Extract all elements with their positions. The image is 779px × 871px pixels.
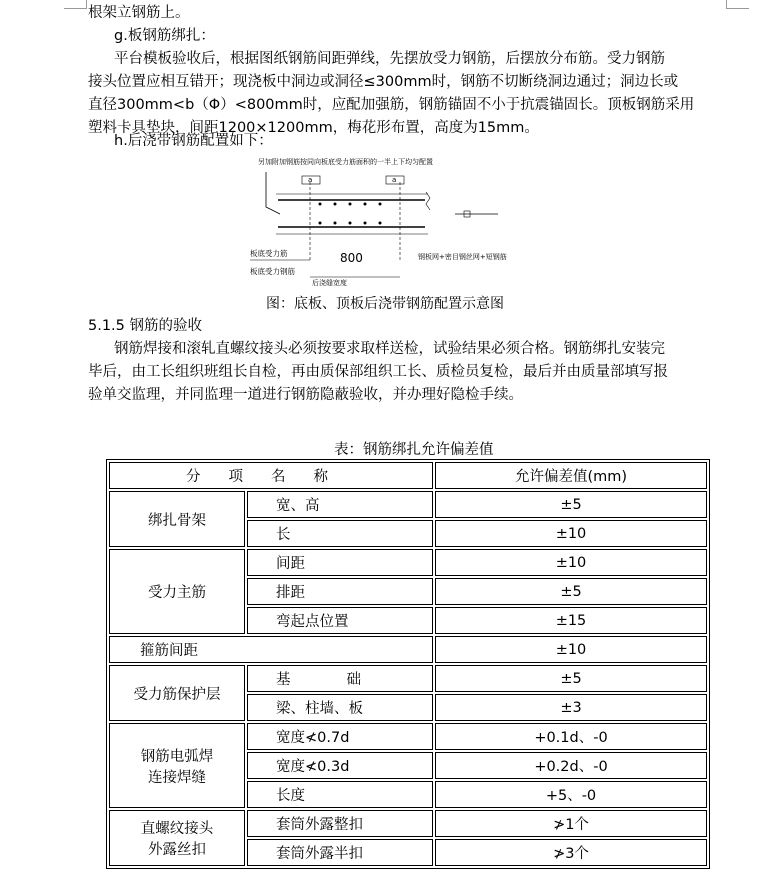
- tolerance-cell: ±15: [435, 607, 707, 634]
- table-row: [109, 549, 707, 576]
- diagram-top-note: 另加附加钢筋按同向板底受力筋面积的一半上下均匀配置: [258, 158, 433, 166]
- table-row: [109, 491, 707, 518]
- table-row: [109, 723, 707, 750]
- item-cell: 宽度≮0.7d: [247, 723, 433, 750]
- paragraph-line: 验单交监理，并同监理一道进行钢筋隐蔽验收，并办理好隐检手续。: [88, 387, 523, 403]
- paragraph-line: 平台模板验收后，根据图纸钢筋间距弹线，先摆放受力钢筋，后摆放分布筋。受力钢筋: [114, 51, 665, 67]
- tolerance-cell: ±5: [435, 491, 707, 518]
- item-cell: 弯起点位置: [247, 607, 433, 634]
- paragraph-line: 塑料卡具垫块，间距1200×1200mm，梅花形布置，高度为15mm。: [88, 120, 539, 136]
- tolerance-cell: ±5: [435, 578, 707, 605]
- item-cell: 宽、高: [247, 491, 433, 518]
- paragraph-line: 直径300mm<b（Φ）<800mm时，应配加强筋，钢筋锚固不小于抗震锚固长。顶板钢筋采用: [88, 97, 695, 113]
- header-tolerance: 允许偏差值(mm): [435, 462, 707, 489]
- category-cell: 受力筋保护层: [109, 665, 245, 721]
- table-caption: 表：钢筋绑扎允许偏差值: [334, 442, 494, 458]
- text-line: 根架立钢筋上。: [88, 5, 190, 21]
- category-cell: 绑扎骨架: [109, 491, 245, 547]
- section-heading: 5.1.5 钢筋的验收: [88, 318, 203, 334]
- crop-mark-left: [64, 0, 87, 9]
- figure-caption: 图：底板、顶板后浇带钢筋配置示意图: [266, 296, 504, 312]
- item-cell: 长: [247, 520, 433, 547]
- tolerance-cell: ±10: [435, 520, 707, 547]
- tolerance-table: [106, 459, 710, 869]
- item-cell: 套筒外露半扣: [247, 839, 433, 866]
- tolerance-cell: ±3: [435, 694, 707, 721]
- heading-g: g.板钢筋绑扎：: [114, 28, 215, 44]
- tolerance-cell: ≯1个: [435, 810, 707, 837]
- tolerance-cell: ±10: [435, 636, 707, 663]
- tolerance-cell: ±10: [435, 549, 707, 576]
- crop-mark-right: [726, 0, 749, 9]
- item-cell: 基础: [247, 665, 433, 692]
- label-bottom-bar: 板底受力筋: [250, 249, 288, 258]
- item-cell: 长度: [247, 781, 433, 808]
- tolerance-cell: ≯3个: [435, 839, 707, 866]
- item-cell: 排距: [247, 578, 433, 605]
- heading-h: h.后浇带钢筋配置如下：: [114, 133, 273, 149]
- tolerance-cell: ±5: [435, 665, 707, 692]
- label-a: a: [392, 176, 397, 184]
- tolerance-cell: +5、-0: [435, 781, 707, 808]
- label-dimension: 800: [340, 251, 363, 265]
- item-cell: 间距: [247, 549, 433, 576]
- label-width: 后浇缝宽度: [312, 279, 347, 287]
- paragraph-line: 接头位置应相互错开；现浇板中洞边或洞径≤300mm时，钢筋不切断绕洞边通过；洞边长或: [88, 74, 679, 90]
- table-row: [109, 810, 707, 837]
- table-row: [109, 636, 707, 663]
- category-cell: 受力主筋: [109, 549, 245, 634]
- table-header-row: [109, 462, 707, 489]
- rebar-diagram: [250, 152, 550, 290]
- item-cell: 宽度≮0.3d: [247, 752, 433, 779]
- header-item: 分项名称: [109, 462, 433, 489]
- table-row: [109, 665, 707, 692]
- paragraph-line: 钢筋焊接和滚轧直螺纹接头必须按要求取样送检，试验结果必须合格。钢筋绑扎安装完: [114, 341, 665, 357]
- category-cell: 箍筋间距: [109, 636, 433, 663]
- label-a: a: [308, 176, 313, 184]
- tolerance-cell: +0.2d、-0: [435, 752, 707, 779]
- item-cell: 梁、柱墙、板: [247, 694, 433, 721]
- paragraph-line: 毕后，由工长组织班组长自检，再由质保部组织工长、质检员复检，最后并由质量部填写报: [88, 364, 668, 380]
- label-bottom-bar-2: 板底受力钢筋: [250, 267, 295, 276]
- category-cell: 钢筋电弧焊 连接焊缝: [109, 723, 245, 808]
- item-cell: 套筒外露整扣: [247, 810, 433, 837]
- tolerance-cell: +0.1d、-0: [435, 723, 707, 750]
- label-mesh: 钢板网+密目钢丝网+短钢筋: [418, 253, 507, 261]
- category-cell: 直螺纹接头 外露丝扣: [109, 810, 245, 866]
